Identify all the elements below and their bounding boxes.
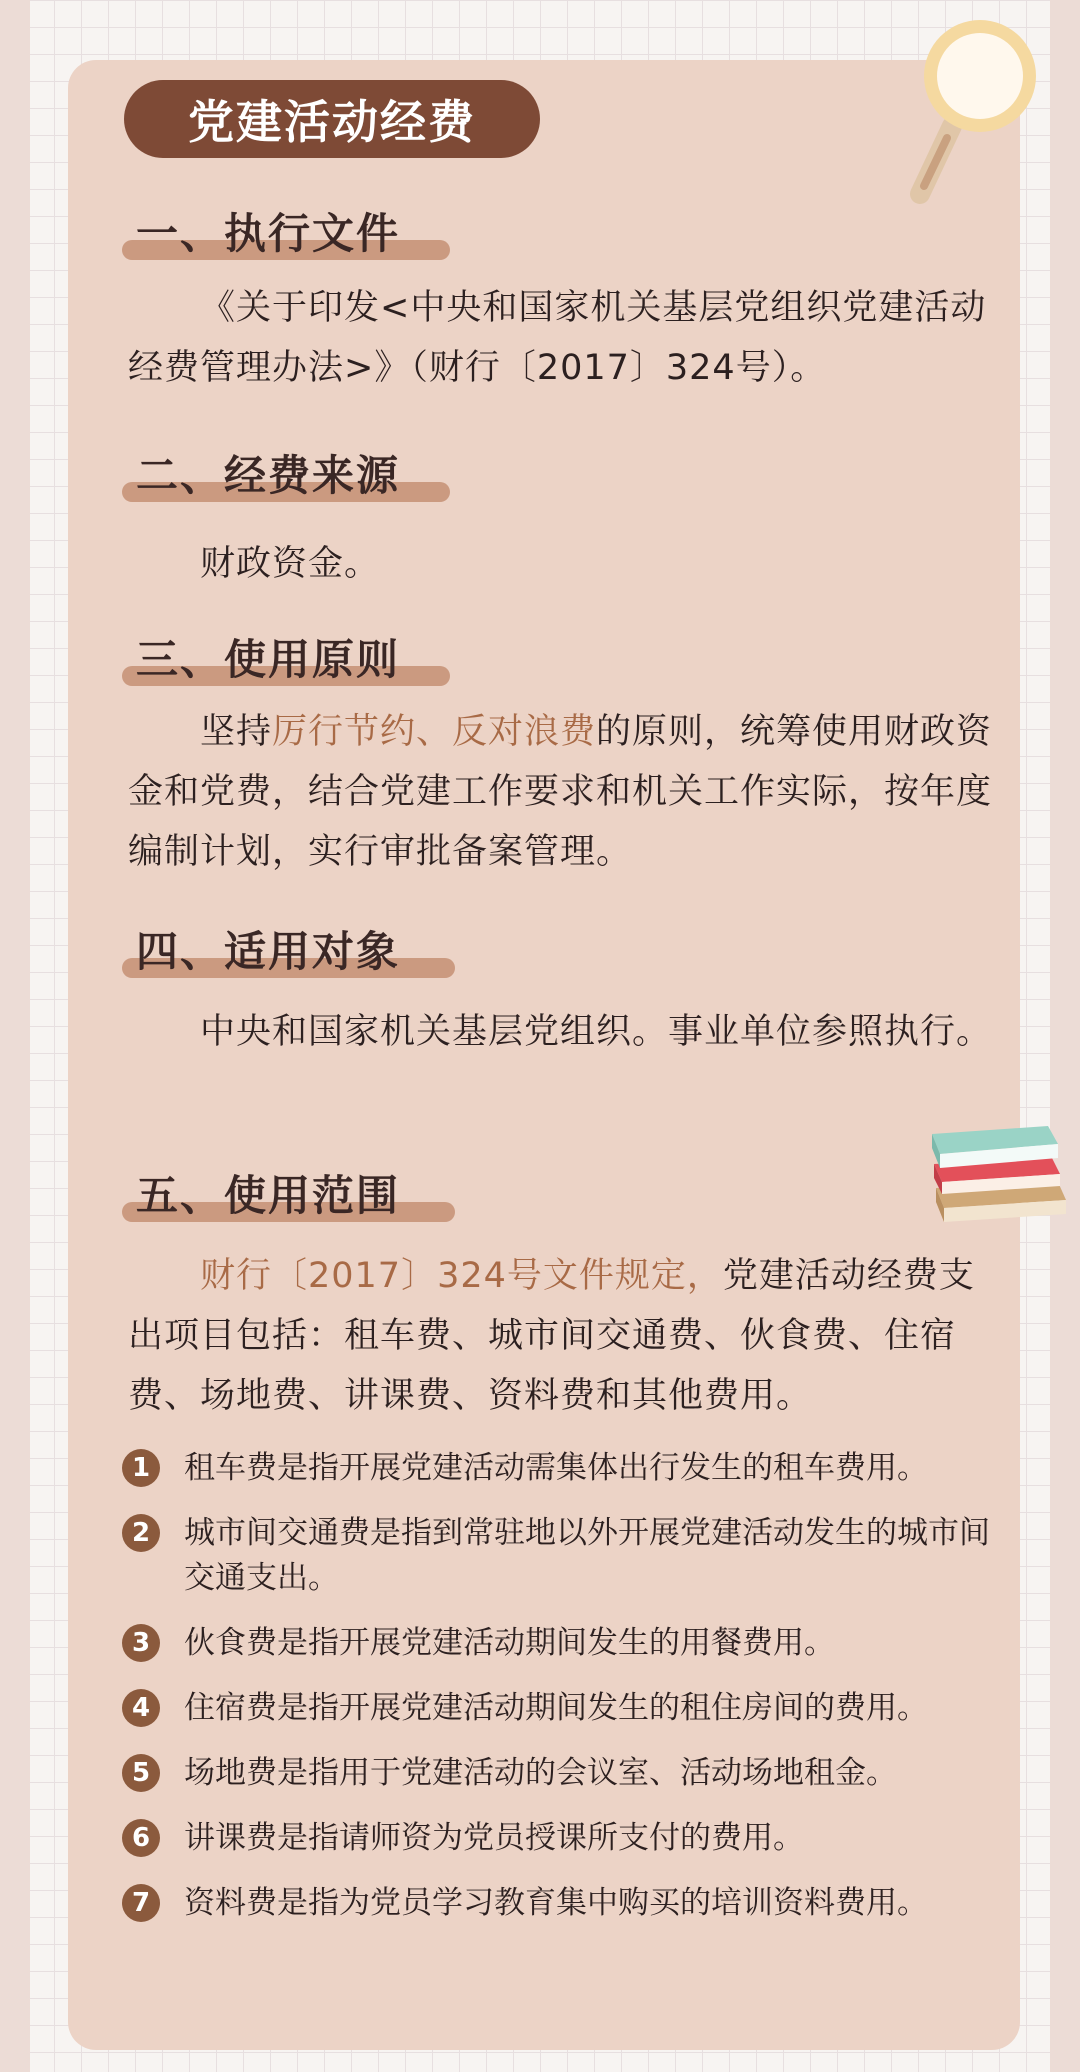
text-run: 党建活动经费支出项目包括：租车费、城市间交通费、伙食费、住宿费、场地费、讲课费、资料费和其他费用。 xyxy=(128,1256,975,1416)
list-item xyxy=(120,1511,1010,1601)
right-border-strip xyxy=(1050,0,1080,2072)
list-item xyxy=(120,1446,1010,1491)
list-item xyxy=(120,1816,1010,1861)
section-heading-5 xyxy=(120,1164,455,1228)
list-item-text: 资料费是指为党员学习教育集中购买的培训资料费用。 xyxy=(184,1885,928,1921)
section-heading-text: 二、经费来源 xyxy=(136,451,401,500)
number-badge: 5 xyxy=(122,1754,160,1792)
list-item-text: 伙食费是指开展党建活动期间发生的用餐费用。 xyxy=(184,1625,835,1661)
left-border-strip xyxy=(0,0,30,2072)
section-heading-text: 一、执行文件 xyxy=(136,209,401,258)
section-4-paragraph: 中央和国家机关基层党组织。事业单位参照执行。 xyxy=(200,1012,993,1052)
list-item xyxy=(120,1751,1010,1796)
section-heading-text: 三、使用原则 xyxy=(136,635,401,684)
highlighted-text: 财行〔2017〕324号文件规定， xyxy=(200,1256,723,1296)
section-heading-4 xyxy=(120,920,455,984)
section-heading-1 xyxy=(120,202,450,266)
section-heading-text: 四、适用对象 xyxy=(136,927,401,976)
number-badge: 1 xyxy=(122,1449,160,1487)
list-item-text: 住宿费是指开展党建活动期间发生的租住房间的费用。 xyxy=(184,1690,928,1726)
number-badge: 7 xyxy=(122,1884,160,1922)
expense-items-list xyxy=(120,1446,1010,1926)
list-item-text: 讲课费是指请师资为党员授课所支付的费用。 xyxy=(184,1820,804,1856)
section-heading-3 xyxy=(120,628,450,692)
number-badge: 2 xyxy=(122,1514,160,1552)
list-item xyxy=(120,1686,1010,1731)
list-item-text: 城市间交通费是指到常驻地以外开展党建活动发生的城市间交通支出。 xyxy=(184,1515,990,1596)
section-1-paragraph: 《关于印发<中央和国家机关基层党组织党建活动经费管理办法>》（财行〔2017〕324号）。 xyxy=(128,288,987,388)
number-badge: 3 xyxy=(122,1624,160,1662)
text-run: 的原则，统筹使用财政资金和党费，结合党建工作要求和机关工作实际，按年度编制计划，实行审批备案管理。 xyxy=(128,712,993,872)
section-3-paragraph xyxy=(128,702,998,882)
list-item-text: 租车费是指开展党建活动需集体出行发生的租车费用。 xyxy=(184,1450,928,1486)
section-2-paragraph: 财政资金。 xyxy=(200,544,381,584)
section-5-paragraph xyxy=(128,1246,998,1426)
list-item xyxy=(120,1881,1010,1926)
section-heading-2 xyxy=(120,444,450,508)
section-heading-text: 五、使用范围 xyxy=(136,1171,401,1220)
page-title: 党建活动经费 xyxy=(124,80,540,158)
list-item xyxy=(120,1621,1010,1666)
number-badge: 6 xyxy=(122,1819,160,1857)
number-badge: 4 xyxy=(122,1689,160,1727)
book-stack-icon xyxy=(930,1112,1070,1232)
magnifying-glass-icon xyxy=(900,14,1040,204)
highlighted-text: 厉行节约、反对浪费 xyxy=(272,712,597,752)
text-run: 坚持 xyxy=(200,712,273,752)
list-item-text: 场地费是指用于党建活动的会议室、活动场地租金。 xyxy=(184,1755,897,1791)
